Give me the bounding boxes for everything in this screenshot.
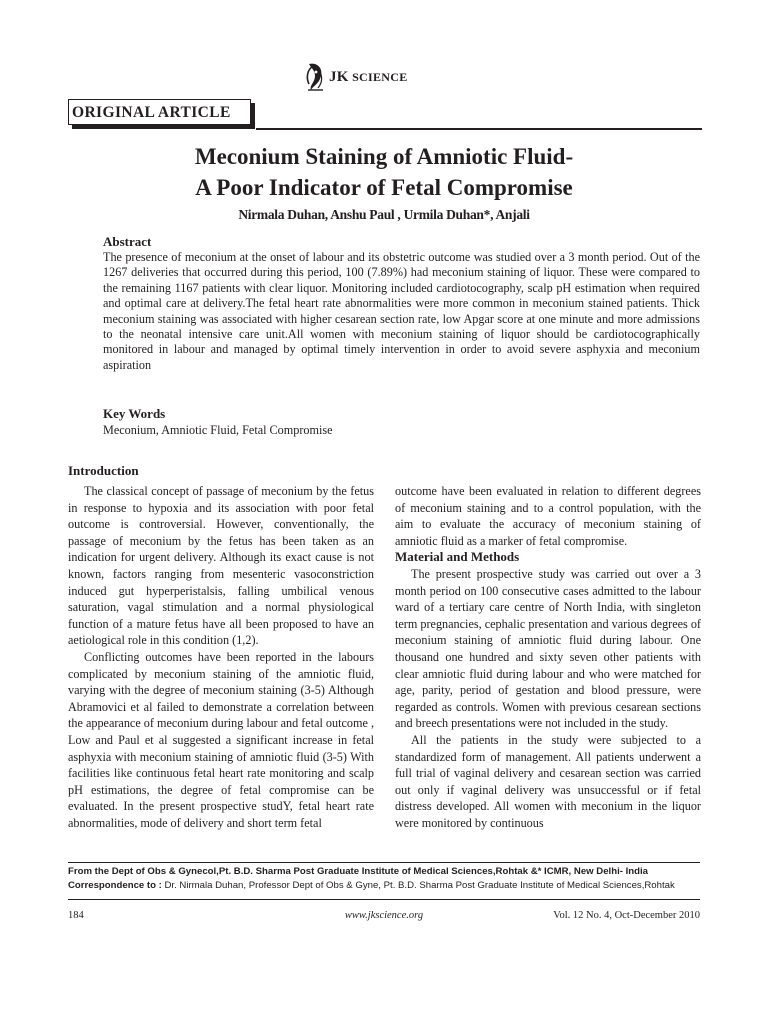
keywords-text: Meconium, Amniotic Fluid, Fetal Compromise xyxy=(103,423,333,437)
affiliation: From the Dept of Obs & Gynecol,Pt. B.D. Sharma Post Graduate Institute of Medical Sciences,Rohtak &* ICMR, New Delhi- India xyxy=(68,866,648,877)
journal-name xyxy=(329,69,408,86)
introduction-paragraph-1: The classical concept of passage of meconium by the fetus in response to hypoxia and its association with poor fetal outcome is controversial. However, conventionally, the passage of meconium by the fetus has been taken as an indication for urgent delivery. Although its exact cause is not known, factors ranging from mesenteric vasoconstriction induced gut hyperperistalsis, falling umbilical venous saturation, vagal stimulation and a normal physiological function of a mature fetus have all been proposed to have an aetiological role in this condition (1,2). xyxy=(68,484,374,648)
correspondence-label: Correspondence to : xyxy=(68,880,165,891)
abstract-heading: Abstract xyxy=(103,234,152,249)
methods-paragraph-2: All the patients in the study were subjected to a standardized form of management. All patients underwent a full trial of vaginal delivery and cesarean section was carried out only if vaginal delivery was unsuccessful or if fetal distress developed. All women with meconium in the liquor were monitored by continuous xyxy=(395,732,701,830)
keywords-heading: Key Words xyxy=(103,406,166,421)
article-type-label: ORIGINAL ARTICLE xyxy=(68,99,251,125)
left-column xyxy=(68,483,374,831)
header-rule xyxy=(256,128,702,130)
methods-paragraph-1: The present prospective study was carried out over a 3 month period on 100 consecutive cases admitted to the labour ward of a tertiary care centre of North India, with singleton term pregnancies, cephalic presentation and various degrees of meconium staining of amniotic fluid during labour. One thousand one hundred and sixty seven other patients with clear amniotic fluid during labour and who were matched for age, parity, period of gestation and blood pressure, were regarded as controls. Women with previous cesarean sections and breech presentations were not included in the study. xyxy=(395,566,701,731)
correspondence xyxy=(68,880,675,891)
methods-heading: Material and Methods xyxy=(395,549,520,565)
title-line-2: A Poor Indicator of Fetal Compromise xyxy=(195,175,573,200)
article-title xyxy=(0,141,768,203)
authors: Nirmala Duhan, Anshu Paul , Urmila Duhan*, Anjali xyxy=(238,207,530,222)
affiliation-rule xyxy=(68,862,700,863)
introduction-heading: Introduction xyxy=(68,463,139,478)
journal-name-prefix: JK xyxy=(329,69,349,85)
journal-website-link[interactable]: www.jkscience.org xyxy=(344,910,424,921)
page-number: 184 xyxy=(68,910,84,921)
title-line-1: Meconium Staining of Amniotic Fluid- xyxy=(194,144,574,169)
journal-logo-icon xyxy=(303,60,327,94)
abstract-text: The presence of meconium at the onset of labour and its obstetric outcome was studied over a 3 month period. Out of the 1267 deliveries that occurred during this period, 100 (7.89%) had meconium staining of liquor. These were compared to the remaining 1167 patients with clear liquor. Monitoring included cardiotocography, scalp pH estimation when required and optimal care at delivery.The fetal heart rate abnormalities were more common in meconium stained patients. Thick meconium staining was associated with higher cesarean section rate, low Apgar score at one minute and more admissions to the neonatal intensive care unit.All women with meconium staining of liquor should be cardiotocographically monitored in labour and managed by optimal timely intervention in order to avoid severe asphyxia and meconium aspiration xyxy=(103,250,700,372)
introduction-paragraph-2: Conflicting outcomes have been reported in the labours complicated by meconium staining of the amniotic fluid, varying with the degree of meconium staining (3-5) Although Abramovici et al failed to demonstrate a correlation between the appearance of meconium during labour and fetal outcome , Low and Paul et al suggested a significant increase in fetal asphyxia with meconium staining of amniotic fluid (3-5) With facilities like continuous fetal heart rate monitoring and scalp pH estimations, the degree of fetal compromise can be evaluated. In the present prospective studY, fetal heart rate abnormalities, mode of delivery and short term fetal xyxy=(68,649,374,830)
introduction-paragraph-3: outcome have been evaluated in relation to different degrees of meconium staining and to a control population, with the aim to evaluate the accuracy of meconium staining of amniotic fluid as a marker of fetal compromise. xyxy=(395,484,701,548)
issue-info: Vol. 12 No. 4, Oct-December 2010 xyxy=(553,910,700,921)
footer-rule xyxy=(68,899,700,900)
correspondence-text: Dr. Nirmala Duhan, Professor Dept of Obs & Gyne, Pt. B.D. Sharma Post Graduate Institute of Medical Sciences,Rohtak xyxy=(164,880,675,891)
right-column xyxy=(395,483,701,831)
journal-name-rest: SCIENCE xyxy=(348,70,408,84)
